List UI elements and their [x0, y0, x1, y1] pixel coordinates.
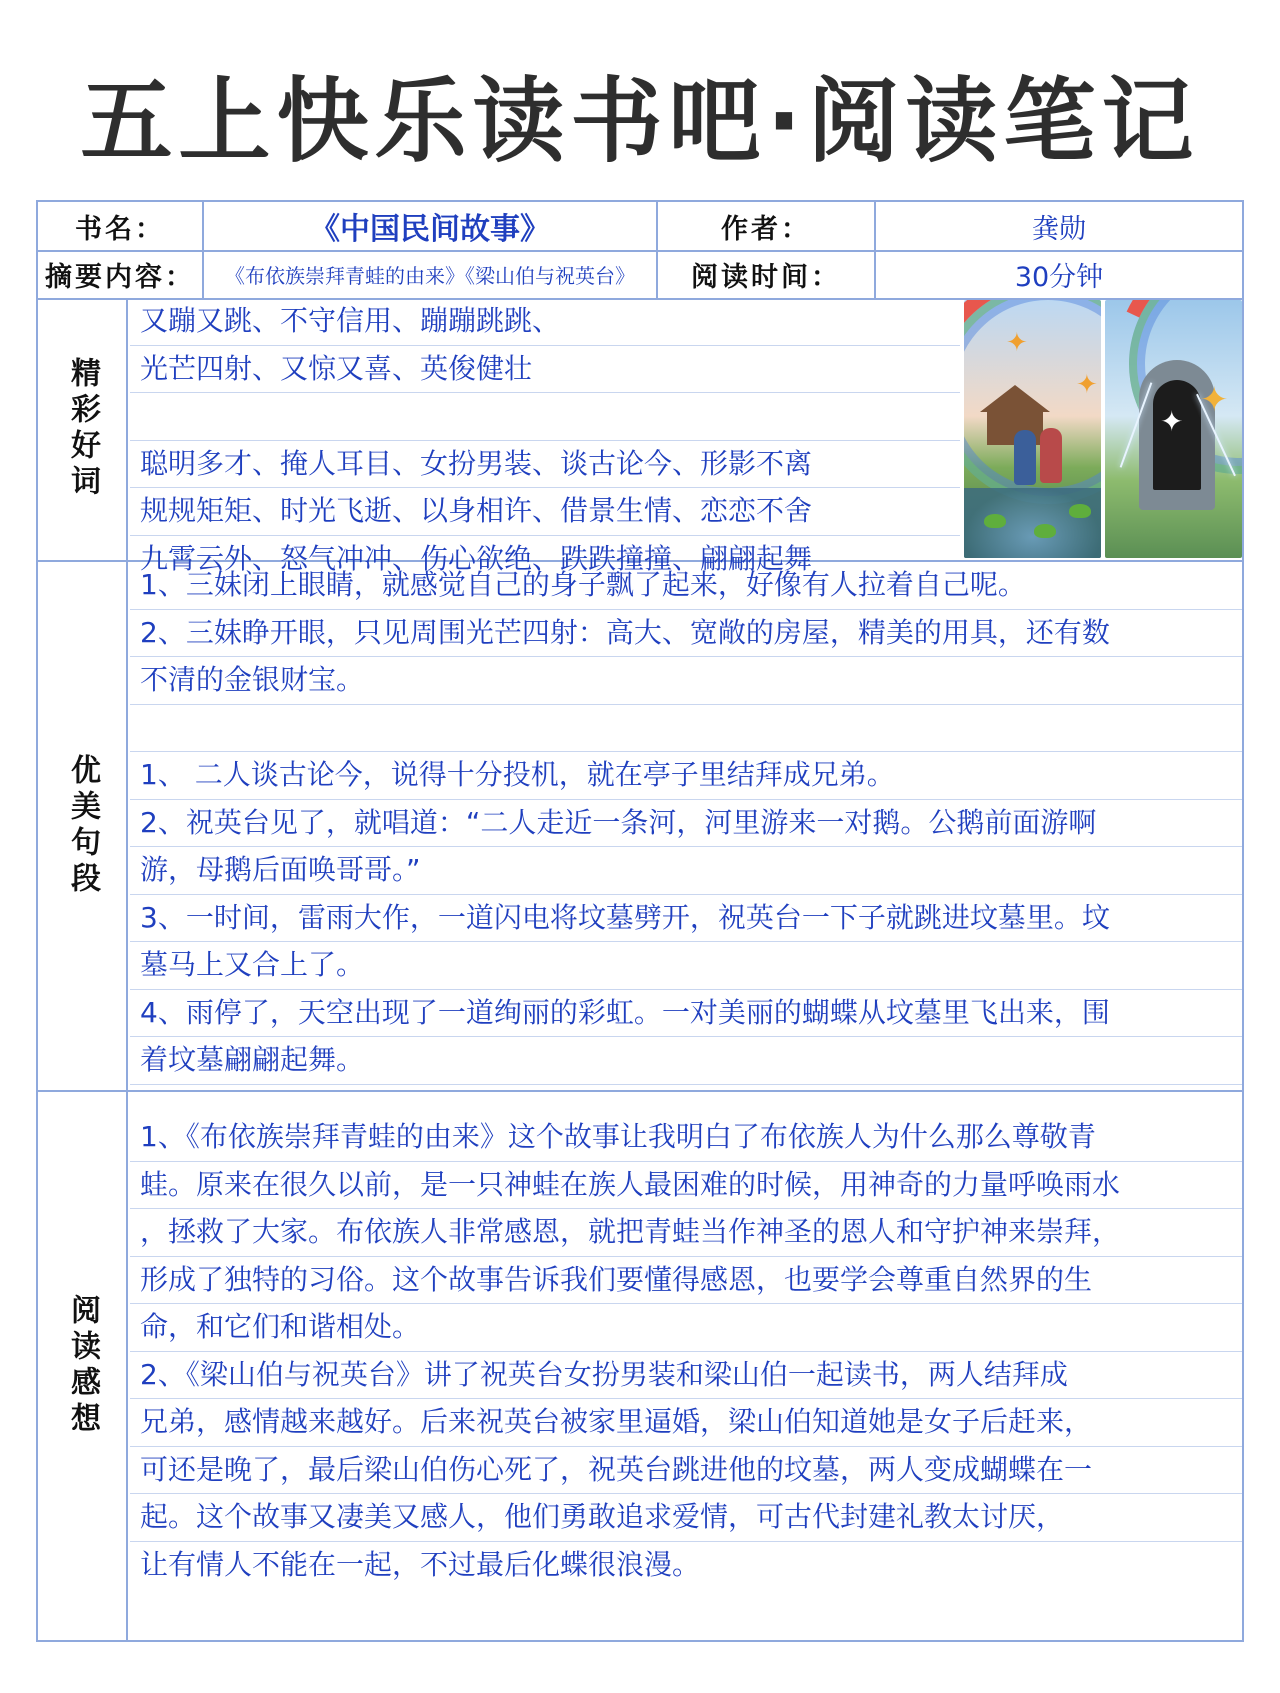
- good-words-label: 精彩好词: [65, 357, 100, 501]
- author-value: 龚勋: [1032, 213, 1086, 245]
- text-line: 起。这个故事又凄美又感人，他们勇敢追求爱情，可古代封建礼教太讨厌，: [130, 1494, 1242, 1542]
- section-reading-feelings: [38, 1092, 1242, 1640]
- time-label-cell: [658, 250, 876, 298]
- text-line: 兄弟，感情越来越好。后来祝英台被家里逼婚，梁山伯知道她是女子后赶来，: [130, 1399, 1242, 1447]
- text-line: [130, 393, 960, 441]
- text-line: 2、三妹睁开眼，只见周围光芒四射：高大、宽敞的房屋，精美的用具，还有数: [130, 610, 1242, 658]
- reading-feelings-label: 阅读感想: [65, 1294, 100, 1438]
- author-label-cell: [658, 202, 876, 250]
- author-value-cell: [876, 202, 1242, 250]
- text-line: 3、一时间，雷雨大作，一道闪电将坟墓劈开，祝英台一下子就跳进坟墓里。坟: [130, 895, 1242, 943]
- frog-shape: [984, 514, 1006, 528]
- text-line: 命，和它们和谐相处。: [130, 1304, 1242, 1352]
- header-row-book: [38, 202, 1242, 252]
- text-line: 九霄云外、怒气冲冲、伤心欲绝、跌跌撞撞、翩翩起舞: [140, 541, 813, 575]
- section-label-cell: [38, 298, 128, 560]
- text-line: 2、祝英台见了，就唱道：“二人走近一条河，河里游来一对鹅。公鹅前面游啊: [130, 800, 1242, 848]
- section-label-cell: [38, 1092, 128, 1640]
- child-figure: [1040, 428, 1062, 483]
- text-line: 2、《梁山伯与祝英台》讲了祝英台女扮男装和梁山伯一起读书，两人结拜成: [130, 1352, 1242, 1400]
- text-line: 4、雨停了，天空出现了一道绚丽的彩虹。一对美丽的蝴蝶从坟墓里飞出来，围: [130, 990, 1242, 1038]
- text-line: 1、 二人谈古论今，说得十分投机，就在亭子里结拜成兄弟。: [130, 752, 1242, 800]
- text-line: [130, 705, 1242, 753]
- text-line: 让有情人不能在一起，不过最后化蝶很浪漫。: [140, 1547, 701, 1581]
- book-label: 书名：: [75, 213, 165, 245]
- children-frogs-illustration: [964, 300, 1101, 558]
- frog-shape: [1034, 524, 1056, 538]
- reading-feelings-lines: [130, 1114, 1242, 1640]
- author-label: 作者：: [721, 213, 811, 245]
- butterfly-icon: ✦: [1006, 328, 1028, 358]
- time-label: 阅读时间：: [691, 261, 841, 293]
- reading-note-sheet: [36, 200, 1244, 1642]
- text-line: 可还是晚了，最后梁山伯伤心死了，祝英台跳进他的坟墓，两人变成蝴蝶在一: [130, 1447, 1242, 1495]
- beautiful-sentences-lines: [130, 562, 1242, 1090]
- text-line: 蛙。原来在很久以前，是一只神蛙在族人最困难的时候，用神奇的力量呼唤雨水: [130, 1162, 1242, 1210]
- text-line: 规规矩矩、时光飞逝、以身相许、借景生情、恋恋不舍: [130, 488, 960, 536]
- text-line: 游，母鹅后面唤哥哥。”: [130, 847, 1242, 895]
- butterfly-icon: ✦: [1160, 405, 1184, 438]
- text-line: 聪明多才、掩人耳目、女扮男装、谈古论今、形影不离: [130, 441, 960, 489]
- page-title: 五上快乐读书吧·阅读笔记: [80, 68, 1200, 175]
- text-line: 1、三妹闭上眼睛，就感觉自己的身子飘了起来，好像有人拉着自己呢。: [130, 562, 1242, 610]
- book-title-value: 《中国民间故事》: [310, 212, 550, 247]
- summary-label-cell: [38, 250, 204, 298]
- butterfly-icon: ✦: [1200, 380, 1229, 420]
- text-line: 1、《布依族崇拜青蛙的由来》这个故事让我明白了布依族人为什么那么尊敬青: [130, 1114, 1242, 1162]
- summary-label: 摘要内容：: [45, 261, 195, 293]
- text-line: 墓马上又合上了。: [130, 942, 1242, 990]
- beautiful-sentences-label: 优美句段: [65, 754, 100, 898]
- book-value-cell: [204, 202, 658, 250]
- section-good-words: [38, 298, 1242, 575]
- section-beautiful-sentences: [38, 562, 1242, 1092]
- tomb-butterflies-illustration: [1105, 300, 1242, 558]
- summary-value: 《布依族崇拜青蛙的由来》《梁山伯与祝英台》: [225, 263, 635, 288]
- butterfly-icon: ✦: [1076, 370, 1098, 400]
- book-label-cell: [38, 202, 204, 250]
- text-line: ，拯救了大家。布依族人非常感恩，就把青蛙当作神圣的恩人和守护神来崇拜，: [130, 1209, 1242, 1257]
- text-line: 着坟墓翩翩起舞。: [130, 1037, 1242, 1085]
- child-figure: [1014, 430, 1036, 485]
- time-value-cell: [876, 250, 1242, 298]
- text-line: 又蹦又跳、不守信用、蹦蹦跳跳、: [130, 298, 960, 346]
- text-line: 光芒四射、又惊又喜、英俊健壮: [130, 346, 960, 394]
- frog-shape: [1069, 504, 1091, 518]
- text-line: 形成了独特的习俗。这个故事告诉我们要懂得感恩，也要学会尊重自然界的生: [130, 1257, 1242, 1305]
- text-line: 不清的金银财宝。: [130, 657, 1242, 705]
- time-value: 30分钟: [1014, 261, 1104, 293]
- summary-value-cell: [204, 250, 658, 298]
- illustration-strip: [964, 300, 1242, 558]
- section-label-cell: [38, 562, 128, 1090]
- header-row-summary: [38, 250, 1242, 300]
